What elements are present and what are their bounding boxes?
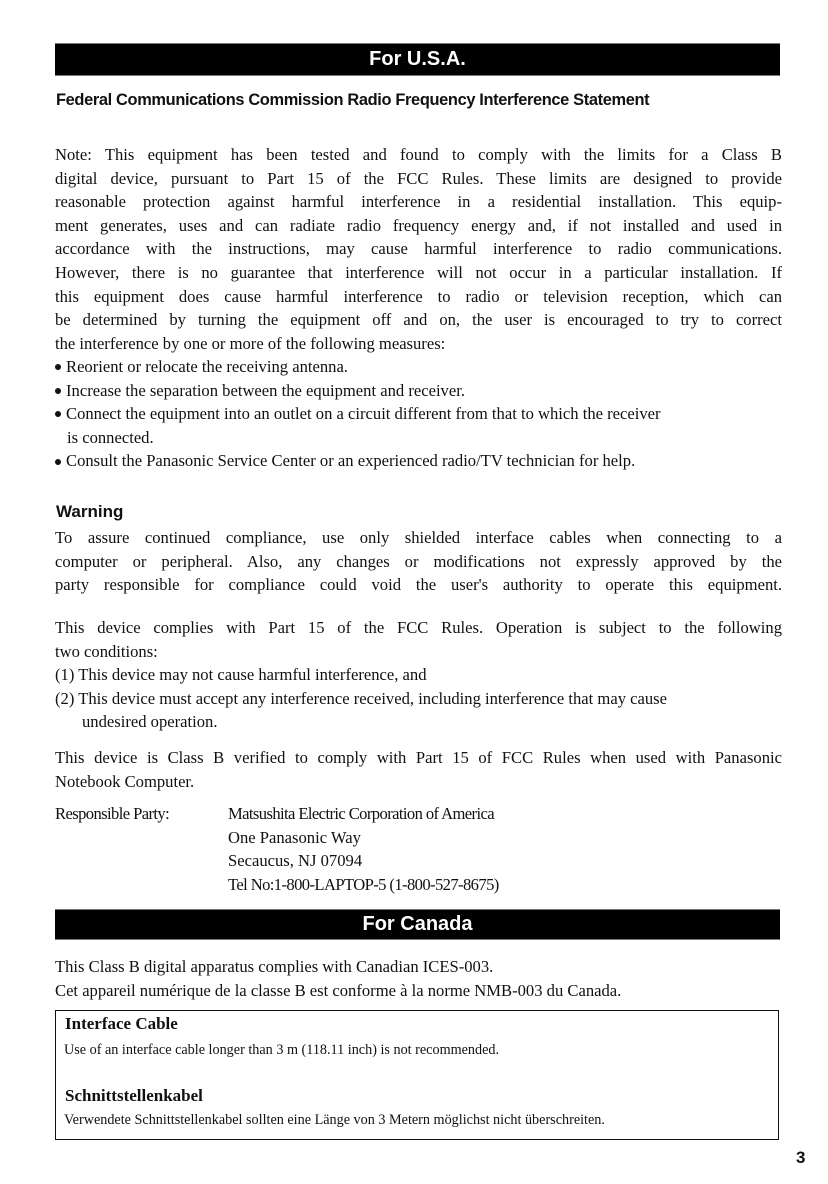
section-title-canada: For Canada	[362, 913, 473, 935]
page-number: 3	[796, 1148, 806, 1167]
note-paragraph	[55, 143, 782, 355]
section-title-usa: For U.S.A.	[369, 48, 466, 70]
canada-french-text: Cet appareil numérique de la classe B est conforme à la norme NMB-003 du Canada.	[55, 980, 622, 1000]
list-item	[55, 379, 782, 403]
interface-cable-text: Use of an interface cable longer than 3 m (118.11 inch) is not recommended.	[64, 1042, 500, 1058]
compliance-paragraph	[55, 616, 782, 734]
list-item-text: Increase the separation between the equipment and receiver.	[66, 380, 465, 400]
city-state-zip: Secaucus, NJ 07094	[228, 851, 363, 871]
bullet-icon	[55, 388, 61, 394]
condition-item	[55, 663, 782, 687]
note-line: be determined by turning the equipment off and on, the user is encouraged to try to correct	[55, 310, 782, 330]
section-bar-canada	[55, 909, 780, 940]
note-line: the interference by one or more of the following measures:	[55, 333, 446, 353]
schnittstellenkabel-text: Verwendete Schnittstellenkabel sollten eine Länge von 3 Metern möglichst nicht überschreiten.	[64, 1112, 605, 1128]
note-line: ment generates, uses and can radiate radio frequency energy and, if not installed and used in	[55, 215, 782, 235]
responsible-party-address	[228, 802, 499, 896]
street-address: One Panasonic Way	[228, 827, 361, 847]
fcc-statement-heading: Federal Communications Commission Radio Frequency Interference Statement	[56, 91, 650, 109]
bullet-icon	[55, 411, 61, 417]
warning-heading: Warning	[56, 502, 124, 521]
list-item	[55, 355, 782, 379]
condition-continuation: undesired operation.	[82, 712, 218, 732]
class-b-paragraph	[55, 746, 782, 793]
interface-cable-box	[55, 1010, 779, 1140]
note-line: digital device, pursuant to Part 15 of the FCC Rules. These limits are designed to provide	[55, 168, 782, 188]
canada-english-text: This Class B digital apparatus complies with Canadian ICES-003.	[55, 957, 494, 976]
section-bar-usa	[55, 43, 780, 76]
warning-paragraph	[55, 526, 782, 597]
note-line: reasonable protection against harmful interference in a residential installation. This equip-	[55, 192, 782, 212]
class-b-line: Notebook Computer.	[55, 771, 195, 791]
measures-list	[55, 355, 782, 473]
compliance-line: This device complies with Part 15 of the FCC Rules. Operation is subject to the following	[55, 618, 782, 637]
class-b-line: This device is Class B verified to comply with Part 15 of FCC Rules when used with Panasonic	[55, 748, 782, 767]
list-item-text: Reorient or relocate the receiving antenna.	[66, 357, 348, 376]
phone-number: Tel No:1-800-LAPTOP-5 (1-800-527-8675)	[228, 874, 499, 894]
note-line: this equipment does cause harmful interference to radio or television reception, which can	[55, 286, 782, 306]
schnittstellenkabel-heading: Schnittstellenkabel	[65, 1086, 203, 1105]
responsible-party-label: Responsible Party:	[55, 804, 170, 823]
list-item	[55, 402, 782, 449]
note-line: Note: This equipment has been tested and found to comply with the limits for a Class B	[55, 145, 782, 164]
interface-cable-heading: Interface Cable	[65, 1014, 178, 1033]
bullet-icon	[55, 364, 61, 370]
list-item-text: Connect the equipment into an outlet on a circuit different from that to which the receiver	[66, 404, 661, 424]
condition-text: (1) This device may not cause harmful interference, and	[55, 665, 427, 685]
canada-paragraph	[55, 955, 621, 1002]
note-line: accordance with the instructions, may cause harmful interference to radio communications.	[55, 239, 782, 259]
condition-item	[55, 687, 782, 734]
list-item-continuation: is connected.	[67, 427, 154, 447]
warning-line: party responsible for compliance could void the user's authority to operate this equipment.	[55, 575, 782, 595]
company-name: Matsushita Electric Corporation of America	[228, 804, 495, 823]
list-item-text: Consult the Panasonic Service Center or an experienced radio/TV technician for help.	[66, 451, 636, 471]
note-line: However, there is no guarantee that interference will not occur in a particular installation. If	[55, 262, 782, 282]
warning-line: computer or peripheral. Also, any changes or modifications not expressly approved by the	[55, 551, 782, 571]
compliance-line: two conditions:	[55, 641, 158, 661]
condition-text: (2) This device must accept any interference received, including interference that may cause	[55, 688, 667, 708]
warning-line: To assure continued compliance, use only shielded interface cables when connecting to a	[55, 528, 782, 547]
bullet-icon	[55, 459, 61, 465]
list-item	[55, 449, 782, 473]
